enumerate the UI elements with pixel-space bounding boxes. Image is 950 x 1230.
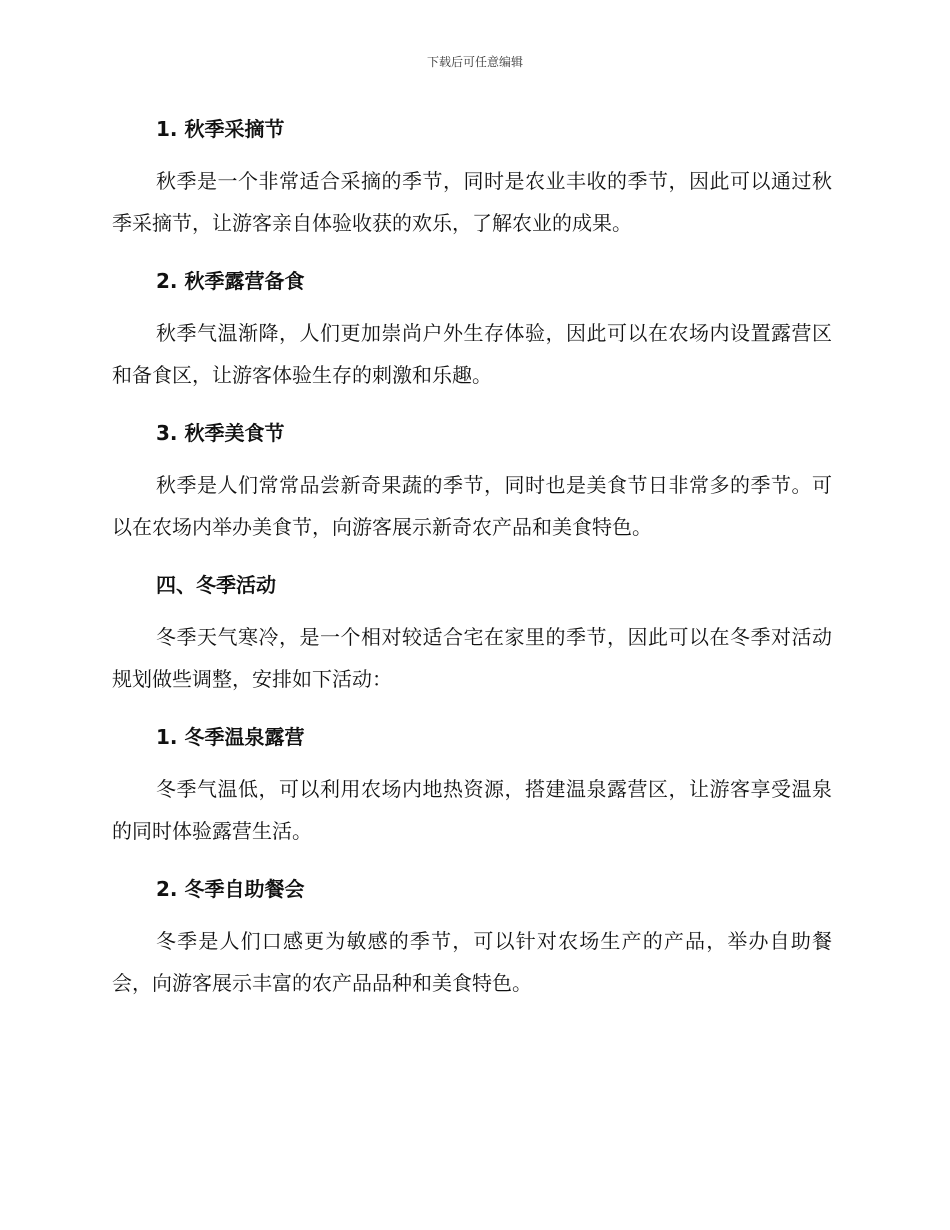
section-heading: 2. 秋季露营备食: [156, 269, 305, 293]
section-heading: 1. 秋季采摘节: [156, 117, 285, 141]
page-header-note: 下载后可任意编辑: [426, 55, 523, 69]
section-paragraph: 冬季是人们口感更为敏感的季节，可以针对农场生产的产品，举办自助餐会，向游客展示丰富的农产品品种和美食特色。: [112, 929, 832, 995]
section-heading: 1. 冬季温泉露营: [156, 725, 305, 749]
section-paragraph: 秋季气温渐降，人们更加崇尚户外生存体验，因此可以在农场内设置露营区和备食区，让游客体验生存的刺激和乐趣。: [112, 321, 832, 387]
section-paragraph: 秋季是一个非常适合采摘的季节，同时是农业丰收的季节，因此可以通过秋季采摘节，让游客亲自体验收获的欢乐，了解农业的成果。: [112, 169, 832, 235]
section-paragraph: 冬季天气寒冷，是一个相对较适合宅在家里的季节，因此可以在冬季对活动规划做些调整，安排如下活动：: [112, 625, 832, 691]
section-heading: 3. 秋季美食节: [156, 421, 285, 445]
section-paragraph: 冬季气温低，可以利用农场内地热资源，搭建温泉露营区，让游客享受温泉的同时体验露营生活。: [112, 777, 832, 843]
section-heading: 2. 冬季自助餐会: [156, 877, 305, 901]
document-body: [112, 110, 832, 1004]
section-paragraph: 秋季是人们常常品尝新奇果蔬的季节，同时也是美食节日非常多的季节。可以在农场内举办美食节，向游客展示新奇农产品和美食特色。: [112, 473, 832, 539]
chapter-heading: 四、冬季活动: [156, 573, 276, 597]
